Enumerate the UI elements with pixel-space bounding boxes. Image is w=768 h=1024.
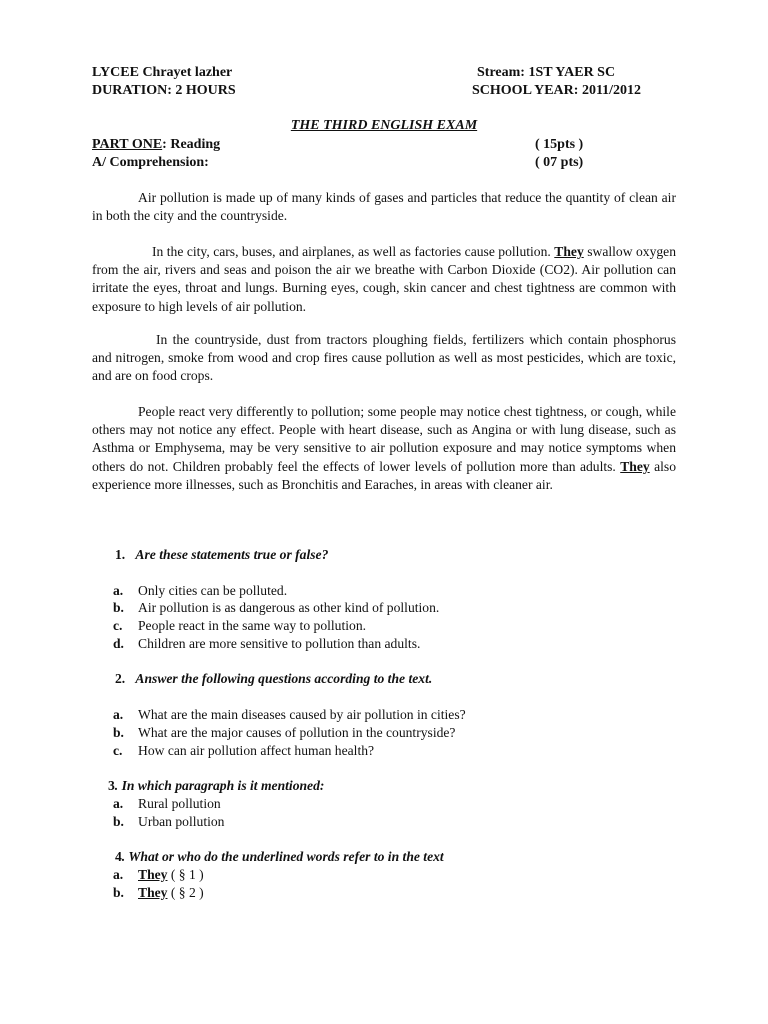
- paragraph-reference: ( § 1 ): [167, 867, 204, 882]
- question-2-number: 2.: [115, 671, 126, 686]
- item-letter: d.: [113, 636, 124, 651]
- paragraph-2: [92, 243, 676, 316]
- exam-title: THE THIRD ENGLISH EXAM: [290, 118, 478, 133]
- question-2: [115, 670, 432, 688]
- item-text: Rural pollution: [138, 796, 221, 811]
- q2-item-c: [113, 742, 374, 760]
- part-one-points: ( 15pts ): [535, 137, 584, 152]
- question-3: [108, 777, 324, 795]
- paragraph-4-start: People react very differently to pollution; some people may notice chest tightness, or cough, while others may not notice any effect. People with heart disease, such as Angina or with lung disease, such as Asthma or Emphysema, may be very sensitive to air pollution exposure and may notice symptoms when others do not. Children probably feel the effects of lower levels of pollution more than adults.: [92, 404, 676, 474]
- item-letter: b.: [113, 725, 124, 740]
- paragraph-2-start: In the city, cars, buses, and airplanes, as well as factories cause pollution.: [152, 244, 551, 259]
- item-letter: c.: [113, 743, 123, 758]
- item-letter: a.: [113, 867, 124, 882]
- q1-item-d: [113, 635, 420, 653]
- question-1-number: 1.: [115, 547, 126, 562]
- item-letter: b.: [113, 814, 124, 829]
- paragraph-reference: ( § 2 ): [167, 885, 204, 900]
- paragraph-2-rest: swallow oxygen from the air, rivers and seas and poison the air we breathe with Carbon Dioxide (CO2). Air pollution can irritate the eyes, throat and lungs. Burning eyes, cough, skin cancer and chest tightness are common with exposure to high levels of air pollution.: [92, 244, 677, 314]
- item-text: Urban pollution: [138, 814, 225, 829]
- underlined-they-1: They: [554, 244, 584, 259]
- q1-item-c: [113, 617, 366, 635]
- q3-item-b: [113, 813, 224, 831]
- item-letter: a.: [113, 707, 124, 722]
- q2-item-b: [113, 724, 455, 742]
- question-3-number: 3: [108, 778, 115, 793]
- item-letter: b.: [113, 885, 124, 900]
- paragraph-3: In the countryside, dust from tractors ploughing fields, fertilizers which contain phosphorus and nitrogen, smoke from wood and crop fires cause pollution as well as most pesticides, which are toxic, and are on food crops.: [92, 332, 676, 384]
- question-1: [115, 546, 328, 564]
- item-letter: c.: [113, 618, 123, 633]
- part-one-label: PART ONE: [92, 137, 163, 152]
- item-text: Children are more sensitive to pollution than adults.: [138, 636, 421, 651]
- q4-item-b: [113, 884, 204, 902]
- item-letter: a.: [113, 583, 124, 598]
- item-text: What are the major causes of pollution in the countryside?: [138, 725, 456, 740]
- part-one-rest: : Reading: [162, 137, 221, 152]
- duration-label: DURATION: 2 HOURS: [92, 83, 236, 98]
- q1-item-b: [113, 599, 439, 617]
- underlined-word: They: [138, 885, 168, 900]
- q2-item-a: [113, 706, 466, 724]
- q1-item-a: [113, 582, 287, 600]
- comprehension-points: ( 07 pts): [535, 155, 584, 170]
- item-text: People react in the same way to pollution.: [138, 618, 367, 633]
- item-text: What are the main diseases caused by air pollution in cities?: [138, 707, 466, 722]
- underlined-they-2: They: [620, 458, 650, 474]
- item-text: Air pollution is as dangerous as other kind of pollution.: [138, 600, 440, 615]
- part-one-heading: [92, 136, 220, 154]
- question-3-text: . In which paragraph is it mentioned:: [114, 778, 325, 793]
- q4-item-a: [113, 866, 204, 884]
- stream-label: Stream: 1ST YAER SC: [477, 65, 616, 80]
- question-1-text: Are these statements true or false?: [135, 547, 329, 562]
- question-4-text: . What or who do the underlined words refer to in the text: [121, 849, 444, 864]
- item-text: Only cities can be polluted.: [138, 583, 288, 598]
- question-4: [115, 848, 444, 866]
- comprehension-heading: A/ Comprehension:: [92, 155, 209, 170]
- question-4-number: 4: [115, 849, 122, 864]
- question-2-text: Answer the following questions according to the text.: [135, 671, 433, 686]
- q3-item-a: [113, 795, 221, 813]
- item-letter: a.: [113, 796, 124, 811]
- paragraph-4: [92, 403, 676, 494]
- item-letter: b.: [113, 600, 124, 615]
- underlined-word: They: [138, 867, 168, 882]
- school-name: LYCEE Chrayet lazher: [92, 65, 233, 80]
- item-text: How can air pollution affect human health?: [138, 743, 375, 758]
- school-year-label: SCHOOL YEAR: 2011/2012: [472, 83, 642, 98]
- paragraph-4-rest: also experience more illnesses, such as Bronchitis and Earaches, in areas with cleaner air.: [92, 458, 676, 492]
- paragraph-1: Air pollution is made up of many kinds of gases and particles that reduce the quantity of clean air in both the city and the countryside.: [92, 190, 676, 224]
